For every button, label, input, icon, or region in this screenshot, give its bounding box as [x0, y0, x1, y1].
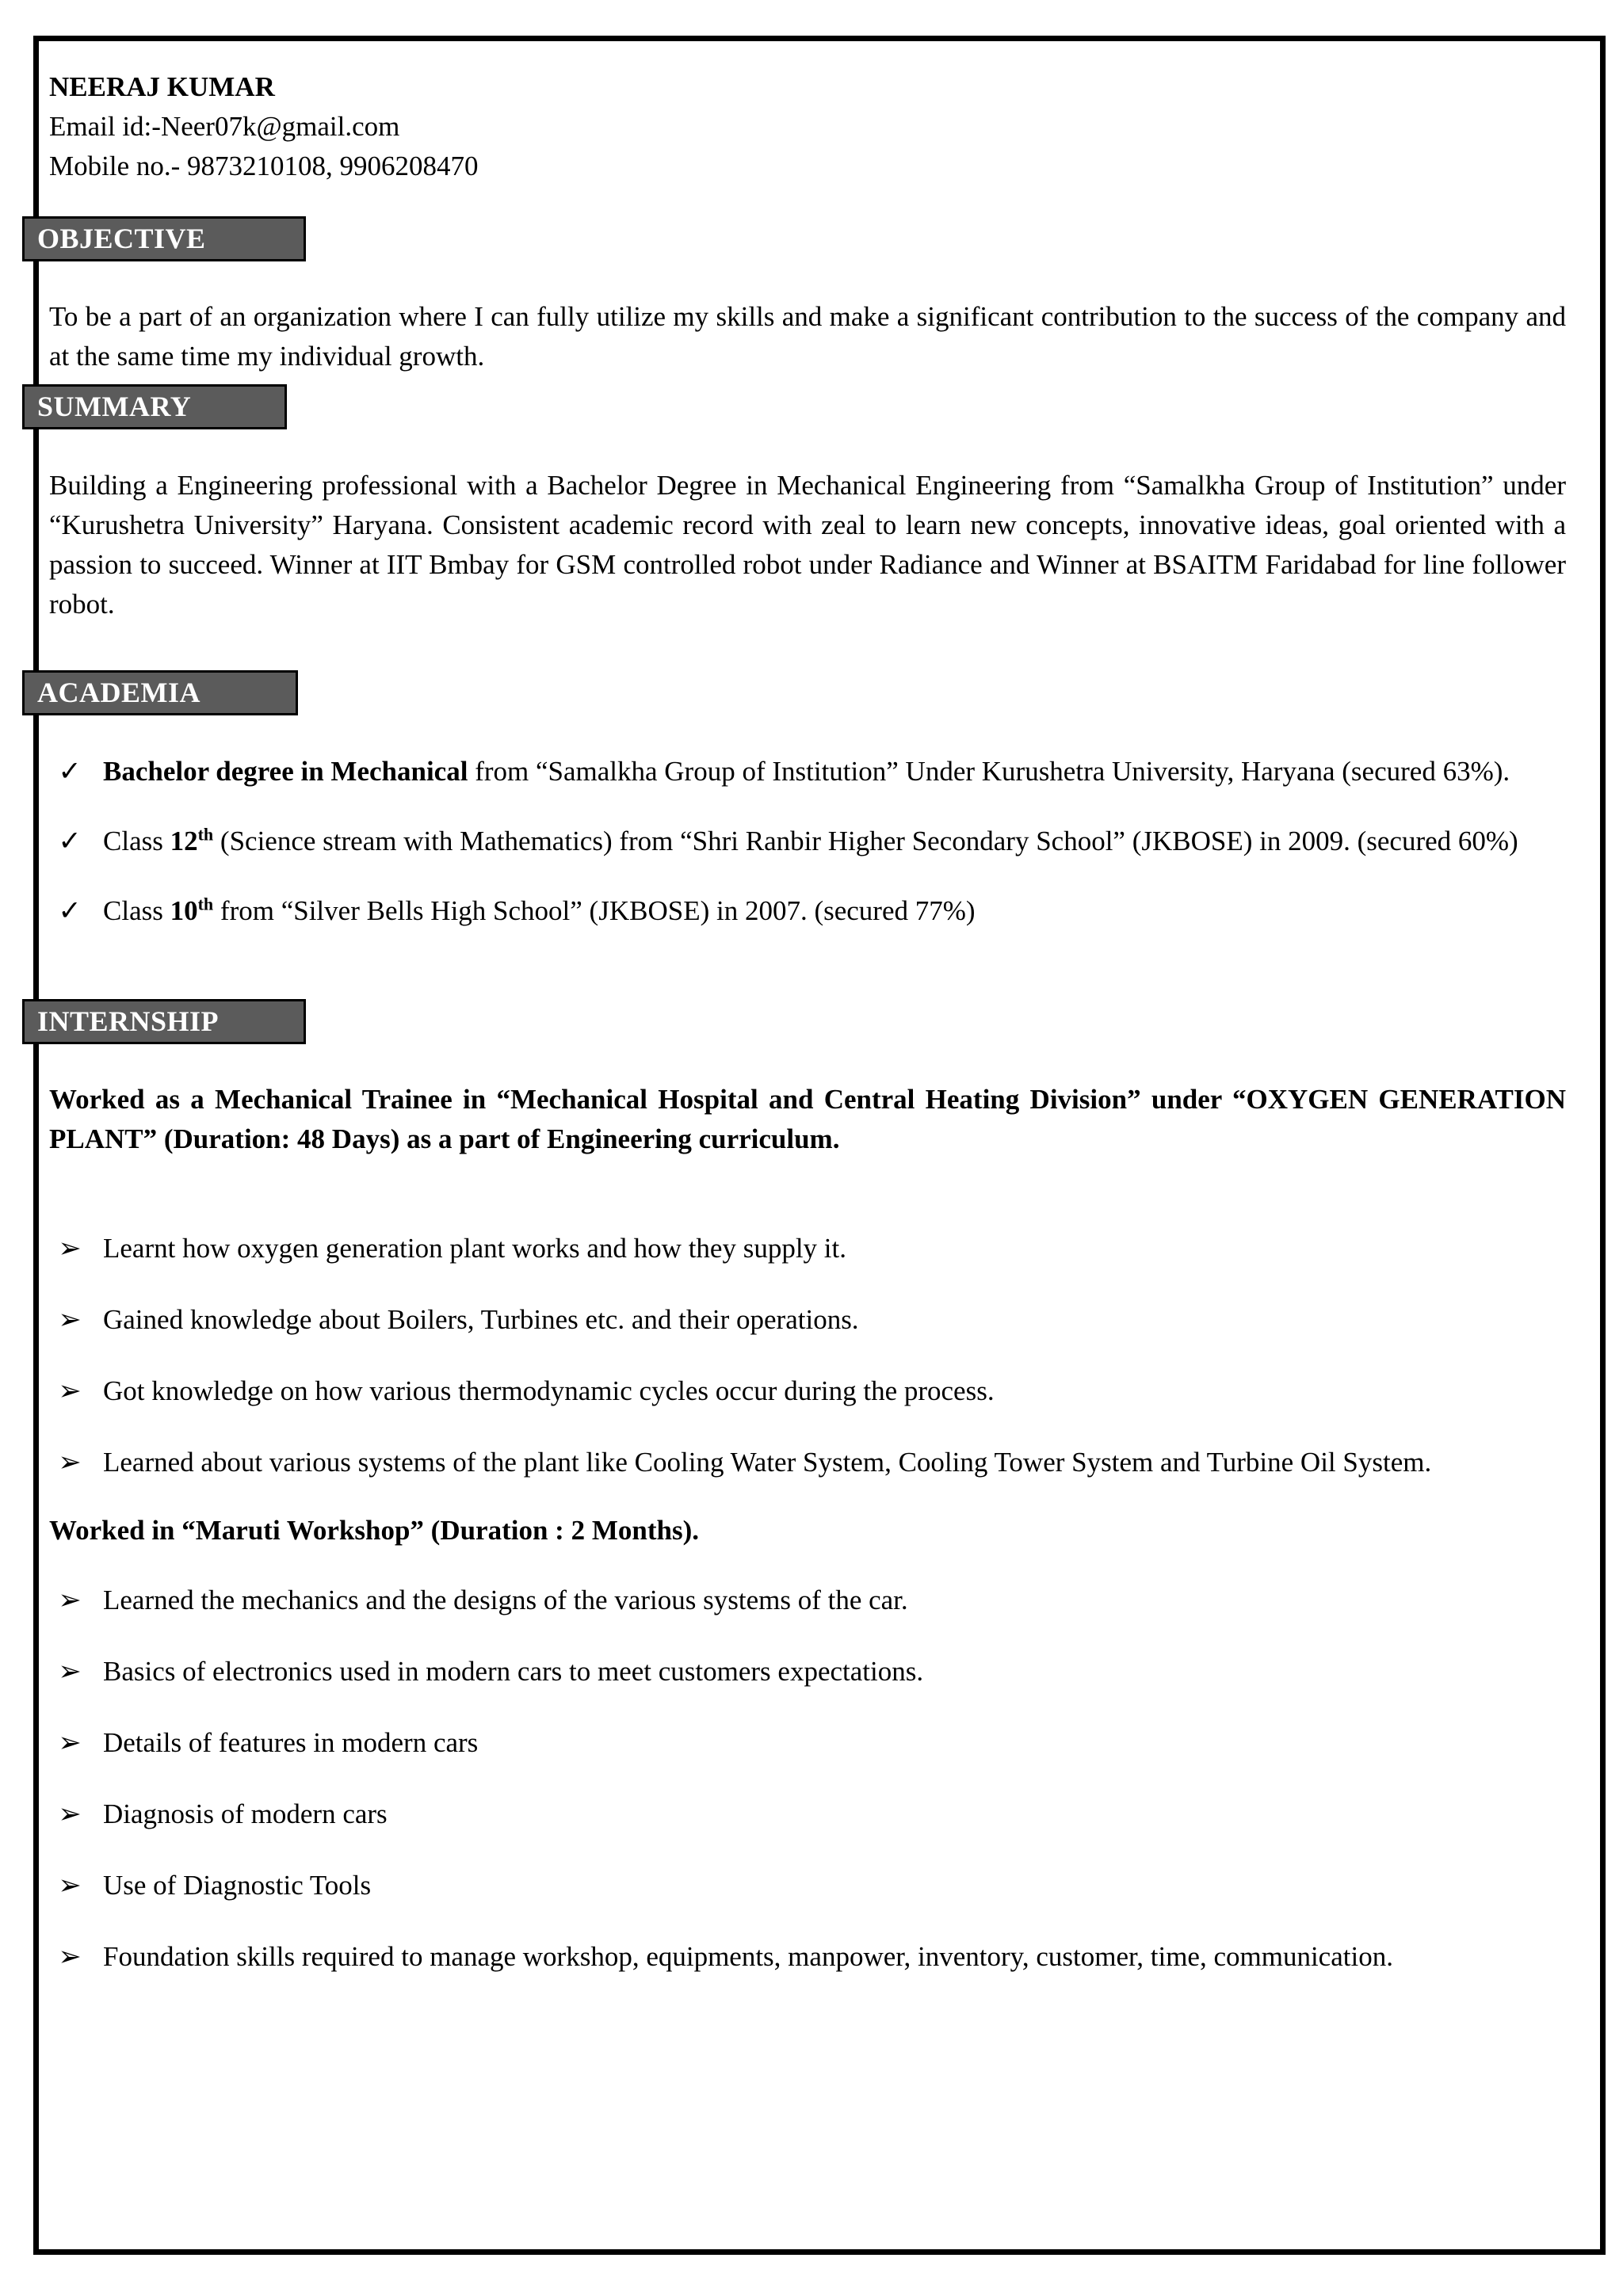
section-heading-summary: SUMMARY	[22, 384, 287, 429]
arrowhead-bullet-icon: ➢	[58, 1656, 82, 1687]
mobile-line: Mobile no.- 9873210108, 9906208470	[49, 151, 479, 181]
section-heading-objective: OBJECTIVE	[22, 216, 306, 261]
list-item	[49, 1937, 1566, 1977]
internship-job2-list	[49, 1581, 1566, 1977]
academia-list	[49, 752, 1566, 931]
academia-item-text: from “Silver Bells High School” (JKBOSE) in 2007. (secured 77%)	[213, 895, 976, 926]
list-item	[49, 1794, 1566, 1834]
list-item-text: Learned the mechanics and the designs of the various systems of the car.	[103, 1585, 908, 1615]
arrowhead-bullet-icon: ➢	[58, 1447, 82, 1478]
internship-job1-list	[49, 1229, 1566, 1482]
internship-job2-heading: Worked in “Maruti Workshop” (Duration : 2 Months).	[49, 1515, 699, 1546]
section-heading-academia: ACADEMIA	[22, 670, 298, 715]
list-item	[49, 1443, 1566, 1482]
list-item-text: Foundation skills required to manage workshop, equipments, manpower, inventory, customer, time, communication.	[103, 1941, 1393, 1972]
academia-item-prefix: Class	[103, 826, 170, 856]
arrowhead-bullet-icon: ➢	[58, 1375, 82, 1406]
academia-item-bold: Bachelor degree in Mechanical	[103, 756, 468, 787]
list-item-text: Details of features in modern cars	[103, 1727, 479, 1758]
list-item-text: Basics of electronics used in modern cars to meet customers expectations.	[103, 1656, 924, 1687]
list-item	[49, 1866, 1566, 1905]
list-item-text: Learned about various systems of the plant like Cooling Water System, Cooling Tower System and Turbine Oil System.	[103, 1447, 1432, 1478]
list-item-text: Diagnosis of modern cars	[103, 1798, 388, 1829]
list-item	[49, 1581, 1566, 1620]
list-item-text: Got knowledge on how various thermodynamic cycles occur during the process.	[103, 1375, 995, 1406]
arrowhead-bullet-icon: ➢	[58, 1727, 82, 1758]
academia-item-grade: 10	[170, 895, 198, 926]
list-item-text: Gained knowledge about Boilers, Turbines etc. and their operations.	[103, 1304, 859, 1335]
academia-item-prefix: Class	[103, 895, 170, 926]
list-item-text: Use of Diagnostic Tools	[103, 1870, 372, 1901]
academia-item-sup: th	[197, 894, 214, 914]
check-mark-icon: ✓	[58, 756, 82, 787]
list-item	[49, 1652, 1566, 1691]
academia-item-grade: 12	[170, 826, 198, 856]
arrowhead-bullet-icon: ➢	[58, 1233, 82, 1264]
candidate-name: NEERAJ KUMAR	[49, 71, 275, 102]
resume-content	[37, 67, 1566, 1977]
academia-item-text: (Science stream with Mathematics) from “Shri Ranbir Higher Secondary School” (JKBOSE) in 2009. (secured 60%)	[213, 826, 1518, 856]
list-item	[49, 1229, 1566, 1268]
internship-job1-heading: Worked as a Mechanical Trainee in “Mechanical Hospital and Central Heating Division” under “OXYGEN GENERATION PLANT” (Duration: 48 Days) as a part of Engineering curriculum.	[49, 1084, 1566, 1154]
arrowhead-bullet-icon: ➢	[58, 1798, 82, 1829]
academia-item-class12	[49, 822, 1566, 861]
academia-item-bachelor	[49, 752, 1566, 791]
academia-item-sup: th	[197, 824, 214, 845]
summary-text: Building a Engineering professional with a Bachelor Degree in Mechanical Engineering from “Samalkha Group of Institution” under “Kurushetra University” Haryana. Consistent academic record with zeal to learn new concepts, innovative ideas, goal oriented with a passion to succeed. Winner at IIT Bmbay for GSM controlled robot under Radiance and Winner at BSAITM Faridabad for line follower robot.	[49, 470, 1566, 620]
check-mark-icon: ✓	[58, 826, 82, 856]
arrowhead-bullet-icon: ➢	[58, 1585, 82, 1615]
list-item-text: Learnt how oxygen generation plant works and how they supply it.	[103, 1233, 846, 1264]
arrowhead-bullet-icon: ➢	[58, 1304, 82, 1335]
check-mark-icon: ✓	[58, 895, 82, 926]
section-heading-internship: INTERNSHIP	[22, 999, 306, 1044]
academia-item-text: from “Samalkha Group of Institution” Under Kurushetra University, Haryana (secured 63%).	[468, 756, 1510, 787]
list-item	[49, 1300, 1566, 1340]
email-line: Email id:-Neer07k@gmail.com	[49, 111, 400, 142]
academia-item-class10	[49, 891, 1566, 931]
arrowhead-bullet-icon: ➢	[58, 1941, 82, 1972]
list-item	[49, 1723, 1566, 1763]
list-item	[49, 1371, 1566, 1411]
arrowhead-bullet-icon: ➢	[58, 1870, 82, 1901]
objective-text: To be a part of an organization where I can fully utilize my skills and make a significant contribution to the success of the company and at the same time my individual growth.	[49, 301, 1566, 372]
